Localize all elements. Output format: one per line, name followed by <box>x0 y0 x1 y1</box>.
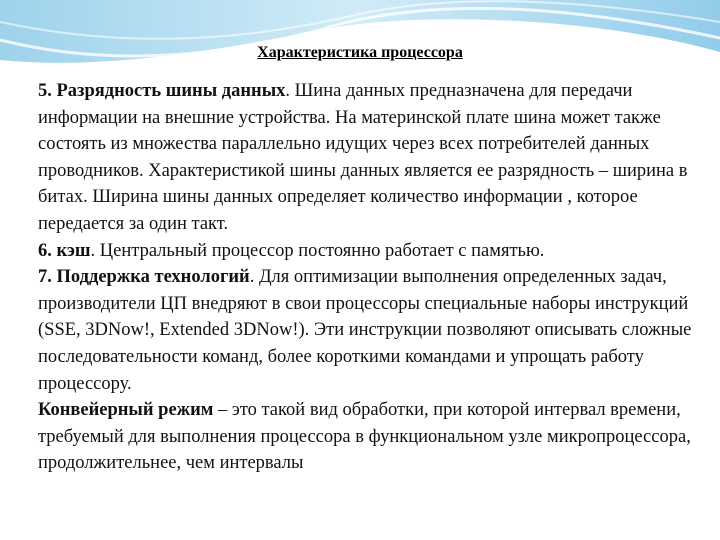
paragraph-text: – это такой вид обработки, при которой интервал времени, требуемый для выполнения процессора в функциональном узле микропроцессора, продолжительнее, чем интервалы <box>38 400 691 474</box>
paragraph-cache <box>38 238 710 265</box>
paragraph-term: 7. Поддержка технологий <box>38 267 250 288</box>
paragraph-text: . Шина данных предназначена для передачи информации на внешние устройства. На материнской плате шина может также состоять из множества параллельно идущих через всех потребителей данных проводников. Характеристикой шины данных является ее разрядность – ширина в битах. Ширина шины данных определяет количество информации , которое передается за один такт. <box>38 81 688 234</box>
paragraph-term: 6. кэш <box>38 240 91 261</box>
paragraph-text: . Для оптимизации выполнения определенных задач, производители ЦП внедряют в свои процессоры специальные наборы инструкций (SSE, 3DNow!, Extended 3DNow!). Эти инструкции позволяют описывать сложные последовательности команд, более короткими командами и упрощать работу процессору. <box>38 267 692 394</box>
paragraph-text: . Центральный процессор постоянно работает с памятью. <box>90 240 545 261</box>
paragraph-bus-width <box>38 78 710 238</box>
slide-title: Характеристика процессора <box>257 44 463 61</box>
paragraph-term: Конвейерный режим <box>38 400 214 421</box>
content-body <box>38 78 710 477</box>
paragraph-term: 5. Разрядность шины данных <box>38 81 286 101</box>
paragraph-pipeline <box>38 397 710 477</box>
paragraph-technologies <box>38 264 710 397</box>
